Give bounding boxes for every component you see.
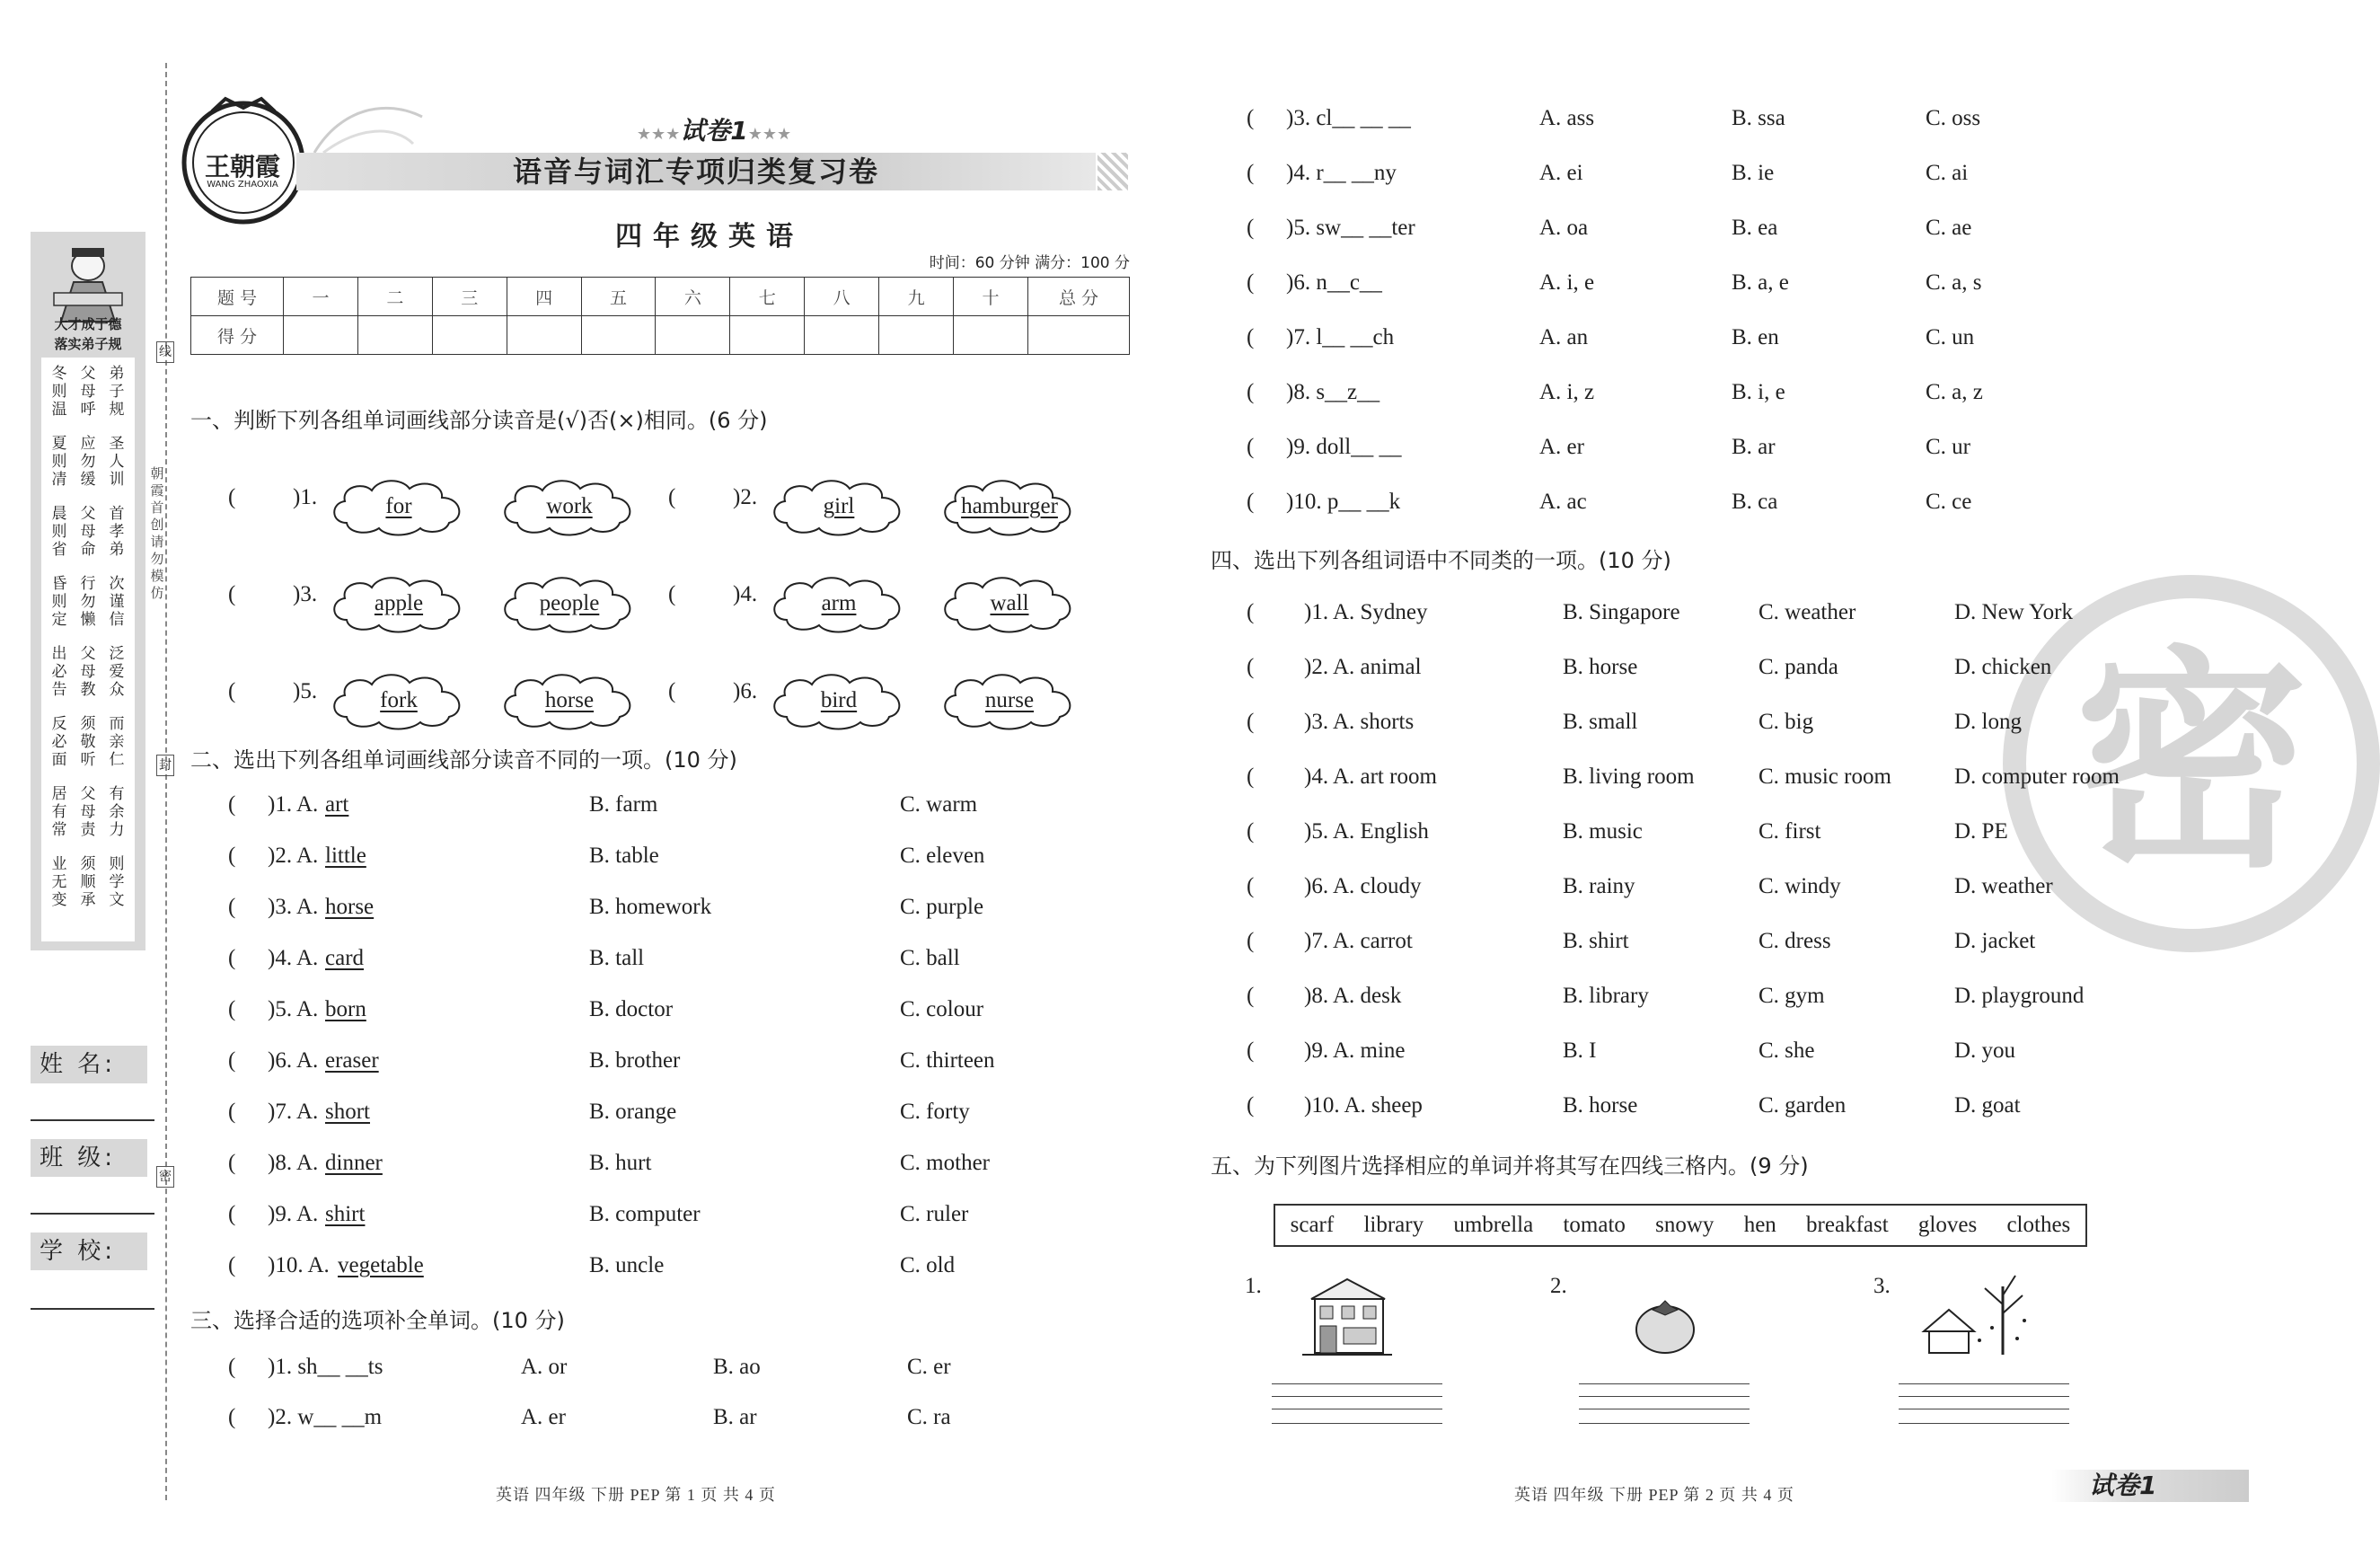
paper-label: ★★★试卷1★★★ xyxy=(636,116,792,146)
score-header-cell: 总 分 xyxy=(1028,278,1130,316)
question-number: )2. xyxy=(733,485,758,509)
option-c: C. panda xyxy=(1759,655,1838,679)
word-cloud xyxy=(767,476,911,537)
word-bank-item: library xyxy=(1363,1213,1424,1237)
option-b: B. ea xyxy=(1732,216,1778,240)
word-cloud xyxy=(938,670,1081,731)
option-c: C. forty xyxy=(900,1100,970,1124)
word-cloud xyxy=(767,573,911,634)
question-number: )1. A. xyxy=(268,792,319,817)
cloud-word: people xyxy=(539,591,600,615)
answer-bracket[interactable]: ( xyxy=(1247,1093,1255,1118)
option-c: C. big xyxy=(1759,710,1814,734)
score-header-cell: 九 xyxy=(879,278,954,316)
cut-line xyxy=(165,63,167,1500)
option-b: B. a, e xyxy=(1732,270,1789,295)
option-a: card xyxy=(325,946,365,970)
cloud-word: girl xyxy=(823,494,855,518)
score-cell[interactable] xyxy=(432,316,507,355)
answer-bracket[interactable]: ( xyxy=(228,946,236,970)
question-number: )10. p__ __k xyxy=(1286,490,1401,514)
option-a: eraser xyxy=(325,1048,379,1073)
score-header-cell: 五 xyxy=(581,278,656,316)
option-b: B. farm xyxy=(589,792,658,817)
option-a: A. or xyxy=(521,1355,568,1379)
score-header-cell: 一 xyxy=(284,278,358,316)
option-a: A. oa xyxy=(1539,216,1589,240)
tomato-icon xyxy=(1631,1294,1699,1355)
option-c: C. ce xyxy=(1926,490,1972,514)
logo-sub: WANG ZHAOXIA xyxy=(207,180,278,190)
question-number: )9. doll__ __ xyxy=(1286,435,1402,459)
section1-heading: 一、判断下列各组单词画线部分读音是(√)否(×)相同。(6 分) xyxy=(190,408,768,433)
footer-left: 英语 四年级 下册 PEP 第 1 页 共 4 页 xyxy=(496,1486,776,1504)
score-header-cell: 八 xyxy=(805,278,879,316)
option-b: B. ar xyxy=(1732,435,1776,459)
answer-bracket[interactable]: ( xyxy=(228,895,236,919)
score-cell[interactable] xyxy=(730,316,805,355)
option-b: B. brother xyxy=(589,1048,681,1073)
score-header-cell: 题 号 xyxy=(191,278,284,316)
question-number: )4. r__ __ny xyxy=(1286,161,1397,185)
word-cloud xyxy=(327,573,471,634)
option-b: B. horse xyxy=(1563,1093,1638,1118)
option-b: B. i, e xyxy=(1732,380,1785,404)
score-cell[interactable] xyxy=(879,316,954,355)
answer-bracket[interactable]: ( xyxy=(1247,270,1255,295)
name-field[interactable] xyxy=(31,1119,154,1121)
answer-bracket[interactable]: ( xyxy=(228,1151,236,1175)
answer-bracket[interactable]: ( xyxy=(1247,161,1255,185)
option-c: C. ae xyxy=(1926,216,1972,240)
question-number: )2. A. animal xyxy=(1304,655,1422,679)
snowy-scene-icon xyxy=(1917,1268,2033,1358)
option-d: D. computer room xyxy=(1954,764,2120,789)
answer-bracket[interactable]: ( xyxy=(228,997,236,1021)
option-b: B. orange xyxy=(589,1100,677,1124)
option-b: B. uncle xyxy=(589,1253,665,1277)
option-d: D. chicken xyxy=(1954,655,2052,679)
option-c: C. thirteen xyxy=(900,1048,995,1073)
confidential-stamp-char: 密 xyxy=(2075,628,2308,899)
logo-text: 王朝霞 xyxy=(204,152,280,181)
option-a: A. i, z xyxy=(1539,380,1595,404)
question-number: )3. A. shorts xyxy=(1304,710,1415,734)
word-bank-item: hen xyxy=(1743,1213,1776,1237)
cloud-word: for xyxy=(385,494,412,518)
option-a: A. ass xyxy=(1539,106,1595,130)
word-cloud xyxy=(498,476,641,537)
option-c: C. first xyxy=(1759,819,1821,844)
option-a: A. ei xyxy=(1539,161,1583,185)
score-cell[interactable] xyxy=(1028,316,1130,355)
subject-title: 四年级英语 xyxy=(615,221,804,252)
option-b: B. library xyxy=(1563,984,1649,1008)
question-number: )4. A. art room xyxy=(1304,764,1437,789)
answer-bracket[interactable]: ( xyxy=(1247,380,1255,404)
slogan-2: 落实弟子规 xyxy=(54,336,122,352)
option-a: A. er xyxy=(1539,435,1584,459)
name-label: 姓 名: xyxy=(31,1046,147,1083)
word-bank xyxy=(1274,1204,2087,1247)
score-header-cell: 十 xyxy=(954,278,1028,316)
question-number: )10. A. sheep xyxy=(1304,1093,1423,1118)
option-c: C. oss xyxy=(1926,106,1981,130)
option-b: B. ao xyxy=(713,1355,761,1379)
class-field[interactable] xyxy=(31,1213,154,1215)
score-cell[interactable] xyxy=(581,316,656,355)
option-b: B. doctor xyxy=(589,997,674,1021)
option-c: C. gym xyxy=(1759,984,1825,1008)
option-c: C. she xyxy=(1759,1038,1815,1063)
section5-heading: 五、为下列图片选择相应的单词并将其写在四线三格内。(9 分) xyxy=(1211,1153,1809,1179)
option-b: B. computer xyxy=(589,1202,701,1226)
option-d: D. PE xyxy=(1954,819,2008,844)
option-c: C. warm xyxy=(900,792,978,817)
option-d: D. goat xyxy=(1954,1093,2021,1118)
option-c: C. ai xyxy=(1926,161,1969,185)
option-c: C. old xyxy=(900,1253,956,1277)
answer-bracket[interactable]: ( xyxy=(1247,819,1255,844)
option-a: horse xyxy=(325,895,375,919)
answer-bracket[interactable]: ( xyxy=(1247,874,1255,898)
question-number: )6. A. cloudy xyxy=(1304,874,1422,898)
option-c: C. purple xyxy=(900,895,984,919)
option-d: D. New York xyxy=(1954,600,2073,624)
option-c: C. weather xyxy=(1759,600,1856,624)
option-b: B. living room xyxy=(1563,764,1695,789)
option-d: D. jacket xyxy=(1954,929,2036,953)
option-a: born xyxy=(325,997,366,1021)
option-d: D. weather xyxy=(1954,874,2053,898)
word-bank-item: gloves xyxy=(1917,1213,1978,1237)
motto-col-2: 父母呼 应勿缓 父母命 行勿懒 父母教 须敬听 父母责 须顺承 xyxy=(80,365,96,909)
question-number: )8. A. desk xyxy=(1304,984,1402,1008)
corner-paper-label: 试卷1 xyxy=(2089,1471,2157,1500)
cloud-word: wall xyxy=(990,591,1029,615)
answer-bracket[interactable]: ( xyxy=(1247,435,1255,459)
slogan-1: 大才成于德 xyxy=(54,316,122,332)
option-b: B. horse xyxy=(1563,655,1638,679)
score-table xyxy=(190,277,1130,355)
question-number: )7. A. xyxy=(268,1100,319,1124)
option-c: C. windy xyxy=(1759,874,1841,898)
cloud-word: apple xyxy=(374,591,424,615)
option-c: C. eleven xyxy=(900,844,985,868)
question-number: )8. A. xyxy=(268,1151,319,1175)
word-cloud xyxy=(767,670,911,731)
question-number: )6. A. xyxy=(268,1048,319,1073)
option-b: B. table xyxy=(589,844,659,868)
cut-mark-2: 封 xyxy=(156,755,174,776)
question-number: )5. A. xyxy=(268,997,319,1021)
option-d: D. long xyxy=(1954,710,2022,734)
score-cell[interactable] xyxy=(507,316,581,355)
question-number: )7. A. carrot xyxy=(1304,929,1413,953)
section4-heading: 四、选出下列各组词语中不同类的一项。(10 分) xyxy=(1211,548,1671,573)
writing-lines-1[interactable] xyxy=(1272,1383,1442,1427)
option-c: C. un xyxy=(1926,325,1975,349)
answer-bracket[interactable]: ( xyxy=(228,1100,236,1124)
question-number: )7. l__ __ch xyxy=(1286,325,1395,349)
word-bank-item: umbrella xyxy=(1453,1213,1534,1237)
question-number: )5. sw__ __ter xyxy=(1286,216,1415,240)
cut-mark-1: 线 xyxy=(156,341,174,363)
option-a: dinner xyxy=(325,1151,383,1175)
star-icon: ★★★ xyxy=(636,125,681,144)
question-number: )5. A. English xyxy=(1304,819,1429,844)
option-b: B. shirt xyxy=(1563,929,1629,953)
score-header-cell: 三 xyxy=(432,278,507,316)
word-cloud xyxy=(498,670,641,731)
score-table-row xyxy=(191,278,1130,316)
score-cell[interactable] xyxy=(284,316,358,355)
score-table-row xyxy=(191,316,1130,355)
word-bank-item: tomato xyxy=(1563,1213,1626,1237)
star-icon: ★★★ xyxy=(747,125,792,144)
word-cloud xyxy=(327,670,471,731)
answer-bracket[interactable]: ( xyxy=(228,1253,236,1277)
word-bank-item: snowy xyxy=(1655,1213,1714,1237)
answer-bracket[interactable]: ( xyxy=(228,1405,236,1429)
answer-bracket[interactable]: ( xyxy=(1247,929,1255,953)
picture-number: 2. xyxy=(1550,1274,1567,1298)
option-c: C. a, z xyxy=(1926,380,1983,404)
word-cloud xyxy=(938,476,1081,537)
option-b: B. ca xyxy=(1732,490,1778,514)
answer-bracket[interactable]: ( xyxy=(228,1355,236,1379)
question-number: )3. xyxy=(293,582,318,606)
picture-number: 1. xyxy=(1245,1274,1262,1298)
option-c: C. er xyxy=(907,1355,951,1379)
page-title: 语音与词汇专项归类复习卷 xyxy=(512,155,879,189)
answer-bracket[interactable]: ( xyxy=(668,485,676,509)
answer-bracket[interactable]: ( xyxy=(1247,106,1255,130)
question-number: )5. xyxy=(293,679,318,703)
option-a: little xyxy=(325,844,366,868)
school-label: 学 校: xyxy=(31,1233,147,1270)
answer-bracket[interactable]: ( xyxy=(1247,984,1255,1008)
question-number: )3. A. xyxy=(268,895,319,919)
score-cell[interactable] xyxy=(954,316,1028,355)
question-number: )4. A. xyxy=(268,946,319,970)
question-number: )9. A. xyxy=(268,1202,319,1226)
option-b: B. I xyxy=(1563,1038,1597,1063)
question-number: )2. w__ __m xyxy=(268,1405,383,1429)
writing-lines-2[interactable] xyxy=(1579,1383,1750,1427)
option-d: D. playground xyxy=(1954,984,2085,1008)
question-number: )8. s__z__ xyxy=(1286,380,1380,404)
motto-col-3: 冬则温 夏则凊 晨则省 昏则定 出必告 反必面 居有常 业无变 xyxy=(51,365,67,909)
option-c: C. ruler xyxy=(900,1202,969,1226)
word-cloud xyxy=(327,476,471,537)
option-a: short xyxy=(325,1100,370,1124)
banner-pattern xyxy=(1097,153,1128,190)
anti-copy-notice: 朝霞首创 请勿模仿 xyxy=(150,465,164,601)
option-c: C. ball xyxy=(900,946,960,970)
score-cell[interactable] xyxy=(656,316,730,355)
option-c: C. a, s xyxy=(1926,270,1982,295)
cloud-word: horse xyxy=(544,688,595,712)
class-label: 班 级: xyxy=(31,1139,147,1177)
question-number: )2. A. xyxy=(268,844,319,868)
option-d: D. you xyxy=(1954,1038,2016,1063)
picture-number: 3. xyxy=(1873,1274,1891,1298)
question-number: )3. cl__ __ __ xyxy=(1286,106,1411,130)
question-number: )1. A. Sydney xyxy=(1304,600,1428,624)
option-c: C. garden xyxy=(1759,1093,1847,1118)
answer-bracket[interactable]: ( xyxy=(1247,1038,1255,1063)
option-c: C. music room xyxy=(1759,764,1891,789)
school-field[interactable] xyxy=(31,1308,154,1310)
answer-bracket[interactable]: ( xyxy=(228,679,236,703)
answer-bracket[interactable]: ( xyxy=(1247,325,1255,349)
answer-bracket[interactable]: ( xyxy=(1247,710,1255,734)
question-number: )6. xyxy=(733,679,758,703)
score-cell[interactable] xyxy=(805,316,879,355)
answer-bracket[interactable]: ( xyxy=(1247,655,1255,679)
answer-bracket[interactable]: ( xyxy=(228,485,236,509)
score-header-cell: 六 xyxy=(656,278,730,316)
option-b: B. music xyxy=(1563,819,1643,844)
answer-bracket[interactable]: ( xyxy=(1247,216,1255,240)
answer-bracket[interactable]: ( xyxy=(1247,600,1255,624)
option-c: C. colour xyxy=(900,997,984,1021)
question-number: )1. sh__ __ts xyxy=(268,1355,383,1379)
option-c: C. dress xyxy=(1759,929,1831,953)
option-a: vegetable xyxy=(338,1253,424,1277)
option-b: B. small xyxy=(1563,710,1638,734)
question-number: )9. A. mine xyxy=(1304,1038,1406,1063)
option-c: C. ra xyxy=(907,1405,951,1429)
option-b: B. homework xyxy=(589,895,712,919)
answer-bracket[interactable]: ( xyxy=(228,792,236,817)
option-a: A. er xyxy=(521,1405,566,1429)
option-c: C. mother xyxy=(900,1151,990,1175)
writing-lines-3[interactable] xyxy=(1899,1383,2069,1427)
footer-right: 英语 四年级 下册 PEP 第 2 页 共 4 页 xyxy=(1514,1486,1794,1504)
word-cloud xyxy=(498,573,641,634)
question-number: )10. A. xyxy=(268,1253,330,1277)
word-bank-item: breakfast xyxy=(1806,1213,1889,1237)
score-header-cell: 四 xyxy=(507,278,581,316)
option-a: A. ac xyxy=(1539,490,1587,514)
motto-panel xyxy=(31,232,145,950)
question-number: )1. xyxy=(293,485,318,509)
cloud-word: nurse xyxy=(984,688,1035,712)
score-cell[interactable] xyxy=(357,316,432,355)
answer-bracket[interactable]: ( xyxy=(1247,764,1255,789)
word-cloud xyxy=(938,573,1081,634)
motto-col-1: 弟子规 圣人训 首孝弟 次谨信 泛爱众 而亲仁 有余力 则学文 xyxy=(109,365,125,909)
library-building-icon xyxy=(1302,1272,1392,1358)
score-header-cell: 二 xyxy=(357,278,432,316)
score-label-cell: 得 分 xyxy=(191,316,284,355)
answer-bracket[interactable]: ( xyxy=(668,582,676,606)
answer-bracket[interactable]: ( xyxy=(228,582,236,606)
cloud-word: hamburger xyxy=(961,494,1058,518)
option-b: B. ar xyxy=(713,1405,757,1429)
section2-heading: 二、选出下列各组单词画线部分读音不同的一项。(10 分) xyxy=(190,747,737,773)
question-number: )4. xyxy=(733,582,758,606)
cloud-word: bird xyxy=(820,688,858,712)
cut-mark-3: 密 xyxy=(156,1166,174,1188)
option-b: B. ssa xyxy=(1732,106,1785,130)
option-b: B. hurt xyxy=(589,1151,652,1175)
option-b: B. rainy xyxy=(1563,874,1635,898)
option-c: C. ur xyxy=(1926,435,1970,459)
word-bank-item: scarf xyxy=(1290,1213,1335,1237)
answer-bracket[interactable]: ( xyxy=(1247,490,1255,514)
option-b: B. tall xyxy=(589,946,645,970)
time-info: 时间：60 分钟 满分：100 分 xyxy=(929,254,1130,272)
option-a: shirt xyxy=(325,1202,366,1226)
option-b: B. Singapore xyxy=(1563,600,1680,624)
answer-bracket[interactable]: ( xyxy=(668,679,676,703)
cloud-word: fork xyxy=(380,688,418,712)
question-number: )6. n__c__ xyxy=(1286,270,1382,295)
section3-heading: 三、选择合适的选项补全单词。(10 分) xyxy=(190,1308,565,1333)
option-b: B. ie xyxy=(1732,161,1775,185)
answer-bracket[interactable]: ( xyxy=(228,1202,236,1226)
option-a: art xyxy=(325,792,349,817)
motto-text xyxy=(41,358,135,941)
score-header-cell: 七 xyxy=(730,278,805,316)
cloud-word: work xyxy=(546,494,593,518)
option-a: A. an xyxy=(1539,325,1589,349)
answer-bracket[interactable]: ( xyxy=(228,844,236,868)
word-bank-item: clothes xyxy=(2006,1213,2071,1237)
cloud-word: arm xyxy=(821,591,857,615)
option-b: B. en xyxy=(1732,325,1779,349)
answer-bracket[interactable]: ( xyxy=(228,1048,236,1073)
option-a: A. i, e xyxy=(1539,270,1595,295)
